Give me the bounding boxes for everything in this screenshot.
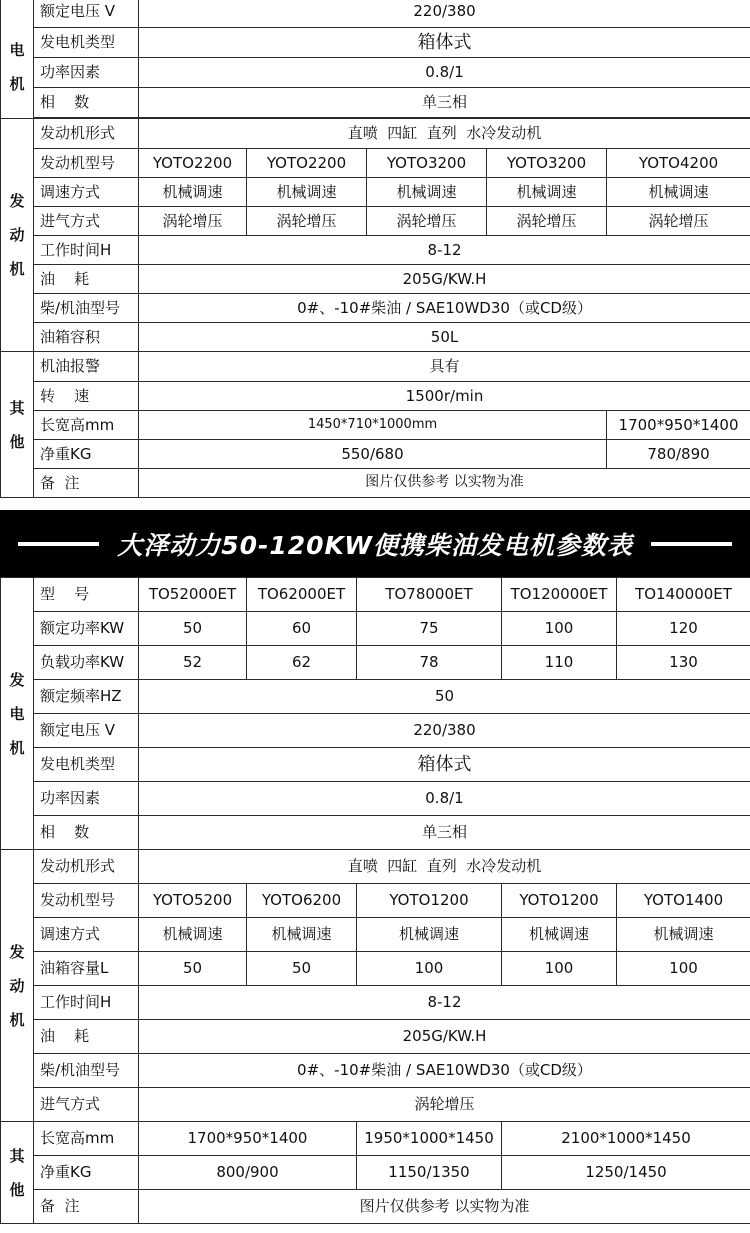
fuel-consumption-value: 205G/KW.H xyxy=(139,265,750,294)
gen-type-value: 箱体式 xyxy=(139,748,750,782)
rated-power-cell: 50 xyxy=(139,612,247,646)
section-banner xyxy=(0,510,750,577)
load-power-cell: 62 xyxy=(247,646,357,680)
speed-control-cell: 机械调速 xyxy=(607,178,750,207)
tank-value: 50L xyxy=(139,323,750,352)
oil-alarm-value: 具有 xyxy=(139,352,750,382)
row-label-dimensions: 长宽高mm xyxy=(34,411,139,440)
row-label-rpm: 转 速 xyxy=(34,382,139,411)
load-power-cell: 110 xyxy=(502,646,617,680)
banner-title: 大泽动力50-120KW便携柴油发电机参数表 xyxy=(117,530,633,560)
row-label-load-power: 负载功率KW xyxy=(34,646,139,680)
row-label-engine-form: 发动机形式 xyxy=(34,119,139,149)
tank-cell: 50 xyxy=(139,952,247,986)
rated-power-cell: 100 xyxy=(502,612,617,646)
work-time-value: 8-12 xyxy=(139,986,750,1020)
row-label-phase: 相 数 xyxy=(34,816,139,850)
engine-model-cell: YOTO3200 xyxy=(487,149,607,178)
row-label-speed-control: 调速方式 xyxy=(34,178,139,207)
intake-cell: 涡轮增压 xyxy=(247,207,367,236)
row-label-phase: 相 数 xyxy=(34,88,139,118)
dimensions-cell: 1950*1000*1450 xyxy=(357,1122,502,1156)
engine-model-cell: YOTO2200 xyxy=(139,149,247,178)
row-label-power-factor: 功率因素 xyxy=(34,782,139,816)
row-label-oil-type: 柴/机油型号 xyxy=(34,294,139,323)
note-value: 图片仅供参考 以实物为准 xyxy=(139,469,750,498)
rated-voltage-value: 220/380 xyxy=(139,714,750,748)
row-label-fuel-consumption: 油 耗 xyxy=(34,1020,139,1054)
row-label-fuel-consumption: 油 耗 xyxy=(34,265,139,294)
rpm-value: 1500r/min xyxy=(139,382,750,411)
engine-model-cell: YOTO1200 xyxy=(502,884,617,918)
load-power-cell: 52 xyxy=(139,646,247,680)
engine-model-cell: YOTO4200 xyxy=(607,149,750,178)
row-label-work-time: 工作时间H xyxy=(34,986,139,1020)
row-label-rated-voltage: 额定电压 V xyxy=(34,714,139,748)
weight-cell: 800/900 xyxy=(139,1156,357,1190)
row-label-rated-freq: 额定频率HZ xyxy=(34,680,139,714)
rated-power-cell: 60 xyxy=(247,612,357,646)
dimensions-cell: 1700*950*1400 xyxy=(139,1122,357,1156)
row-label-speed-control: 调速方式 xyxy=(34,918,139,952)
engine-model-cell: YOTO1400 xyxy=(617,884,750,918)
speed-control-cell: 机械调速 xyxy=(247,178,367,207)
model-cell: TO52000ET xyxy=(139,578,247,612)
row-label-work-time: 工作时间H xyxy=(34,236,139,265)
speed-control-cell: 机械调速 xyxy=(357,918,502,952)
gen-type-value: 箱体式 xyxy=(139,28,750,58)
row-label-power-factor: 功率因素 xyxy=(34,58,139,88)
row-label-oil-type: 柴/机油型号 xyxy=(34,1054,139,1088)
dimensions-cell: 2100*1000*1450 xyxy=(502,1122,750,1156)
row-label-engine-model: 发动机型号 xyxy=(34,149,139,178)
engine-model-cell: YOTO6200 xyxy=(247,884,357,918)
row-label-intake: 进气方式 xyxy=(34,1088,139,1122)
group-generator-label: 发 电 机 xyxy=(1,578,34,850)
group-engine-label: 发 动 机 xyxy=(1,119,34,352)
speed-control-cell: 机械调速 xyxy=(139,178,247,207)
intake-cell: 涡轮增压 xyxy=(487,207,607,236)
row-label-dimensions: 长宽高mm xyxy=(34,1122,139,1156)
intake-value: 涡轮增压 xyxy=(139,1088,750,1122)
row-label-note: 备 注 xyxy=(34,1190,139,1224)
engine-model-cell: YOTO5200 xyxy=(139,884,247,918)
group-generator-label: 电 机 xyxy=(1,0,34,119)
spec-table-bottom xyxy=(0,577,750,1224)
note-value: 图片仅供参考 以实物为准 xyxy=(139,1190,750,1224)
dimensions-cell: 1450*710*1000mm xyxy=(139,411,607,440)
row-label-model: 型 号 xyxy=(34,578,139,612)
rated-power-cell: 75 xyxy=(357,612,502,646)
speed-control-cell: 机械调速 xyxy=(247,918,357,952)
fuel-consumption-value: 205G/KW.H xyxy=(139,1020,750,1054)
group-engine-label: 发 动 机 xyxy=(1,850,34,1122)
engine-model-cell: YOTO1200 xyxy=(357,884,502,918)
power-factor-value: 0.8/1 xyxy=(139,58,750,88)
model-cell: TO78000ET xyxy=(357,578,502,612)
weight-cell: 780/890 xyxy=(607,440,750,469)
tank-cell: 100 xyxy=(502,952,617,986)
model-cell: TO62000ET xyxy=(247,578,357,612)
row-label-rated-voltage: 额定电压 V xyxy=(34,0,139,28)
dimensions-cell: 1700*950*1400 xyxy=(607,411,750,440)
intake-cell: 涡轮增压 xyxy=(139,207,247,236)
tank-cell: 100 xyxy=(357,952,502,986)
model-cell: TO140000ET xyxy=(617,578,750,612)
weight-cell: 1150/1350 xyxy=(357,1156,502,1190)
row-label-oil-alarm: 机油报警 xyxy=(34,352,139,382)
speed-control-cell: 机械调速 xyxy=(139,918,247,952)
row-label-weight: 净重KG xyxy=(34,440,139,469)
engine-form-value: 直喷 四缸 直列 水冷发动机 xyxy=(139,119,750,149)
rated-power-cell: 120 xyxy=(617,612,750,646)
weight-cell: 1250/1450 xyxy=(502,1156,750,1190)
tank-cell: 100 xyxy=(617,952,750,986)
row-label-engine-model: 发动机型号 xyxy=(34,884,139,918)
group-other-label: 其 他 xyxy=(1,1122,34,1224)
load-power-cell: 78 xyxy=(357,646,502,680)
phase-value: 单三相 xyxy=(139,88,750,118)
spec-table-top xyxy=(0,0,750,498)
model-cell: TO120000ET xyxy=(502,578,617,612)
row-label-intake: 进气方式 xyxy=(34,207,139,236)
speed-control-cell: 机械调速 xyxy=(502,918,617,952)
row-label-rated-power: 额定功率KW xyxy=(34,612,139,646)
row-label-gen-type: 发电机类型 xyxy=(34,748,139,782)
oil-type-value: 0#、-10#柴油 / SAE10WD30（或CD级） xyxy=(139,1054,750,1088)
tank-cell: 50 xyxy=(247,952,357,986)
speed-control-cell: 机械调速 xyxy=(617,918,750,952)
engine-model-cell: YOTO3200 xyxy=(367,149,487,178)
row-label-gen-type: 发电机类型 xyxy=(34,28,139,58)
intake-cell: 涡轮增压 xyxy=(367,207,487,236)
banner-right-line xyxy=(651,542,732,546)
engine-model-cell: YOTO2200 xyxy=(247,149,367,178)
row-label-weight: 净重KG xyxy=(34,1156,139,1190)
oil-type-value: 0#、-10#柴油 / SAE10WD30（或CD级） xyxy=(139,294,750,323)
phase-value: 单三相 xyxy=(139,816,750,850)
engine-form-value: 直喷 四缸 直列 水冷发动机 xyxy=(139,850,750,884)
banner-left-line xyxy=(18,542,99,546)
row-label-engine-form: 发动机形式 xyxy=(34,850,139,884)
row-label-tank: 油箱容量L xyxy=(34,952,139,986)
work-time-value: 8-12 xyxy=(139,236,750,265)
intake-cell: 涡轮增压 xyxy=(607,207,750,236)
speed-control-cell: 机械调速 xyxy=(367,178,487,207)
load-power-cell: 130 xyxy=(617,646,750,680)
power-factor-value: 0.8/1 xyxy=(139,782,750,816)
rated-voltage-value: 220/380 xyxy=(139,0,750,28)
rated-freq-value: 50 xyxy=(139,680,750,714)
row-label-tank: 油箱容积 xyxy=(34,323,139,352)
group-other-label: 其 他 xyxy=(1,352,34,498)
weight-cell: 550/680 xyxy=(139,440,607,469)
row-label-note: 备 注 xyxy=(34,469,139,498)
speed-control-cell: 机械调速 xyxy=(487,178,607,207)
